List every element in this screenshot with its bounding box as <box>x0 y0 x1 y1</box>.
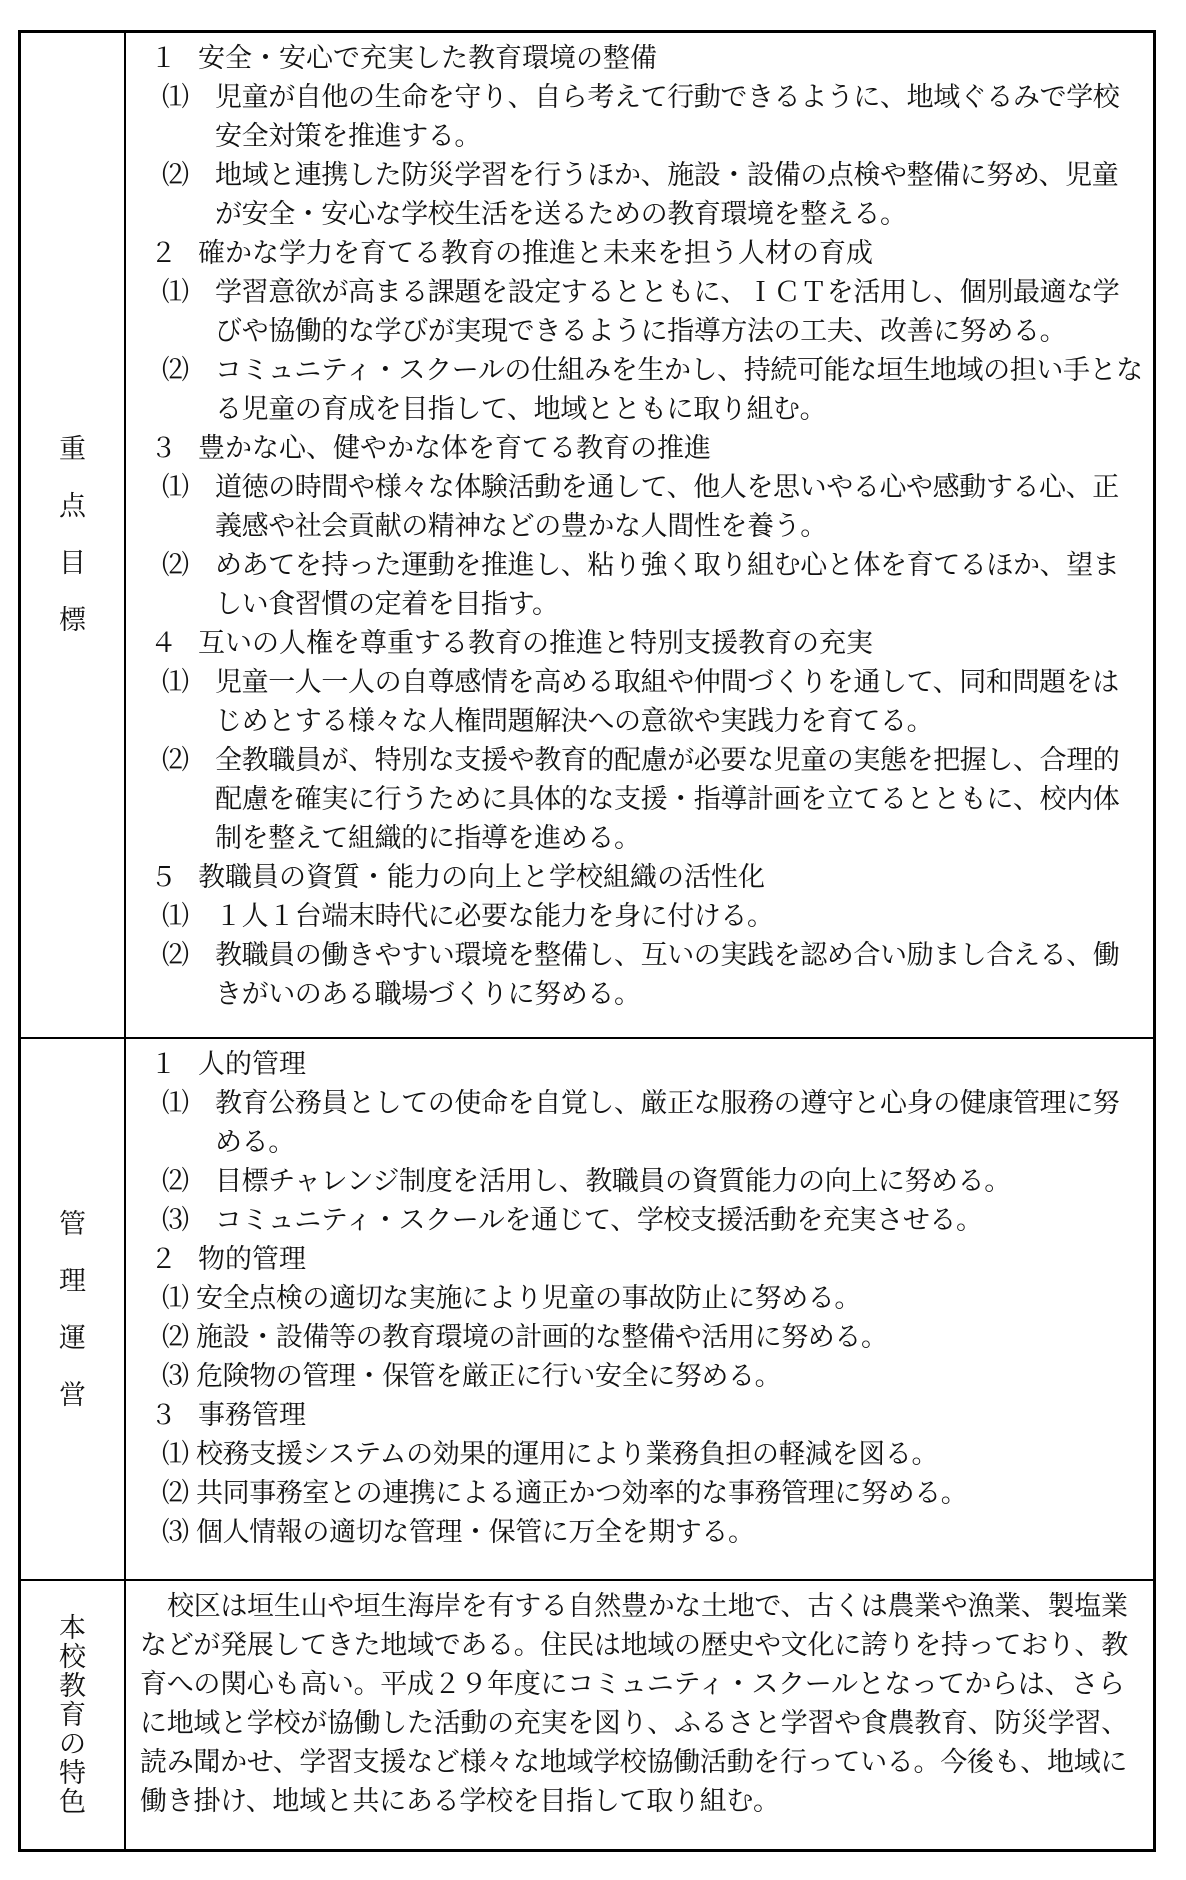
label-char: 特 <box>59 1757 86 1789</box>
group-heading: ５ 教職員の資質・能力の向上と学校組織の活性化 <box>150 862 765 893</box>
group-heading: ２ 確かな学力を育てる教育の推進と未来を担う人材の育成 <box>150 238 873 269</box>
label-char: 運 <box>59 1323 86 1354</box>
list-item: ⑵ めあてを持った運動を推進し、粘り強く取り組む心と体を育てるほか、望ましい食習慣の定着を目指す。 <box>162 550 1120 620</box>
label-char: 標 <box>59 605 86 636</box>
list-item: ⑵ 施設・設備等の教育環境の計画的な整備や活用に努める。 <box>162 1322 888 1353</box>
label-char: 重 <box>59 434 86 465</box>
list-item: ⑶ コミュニティ・スクールを通じて、学校支援活動を充実させる。 <box>162 1205 983 1236</box>
list-item: ⑶ 危険物の管理・保管を厳正に行い安全に努める。 <box>162 1361 782 1392</box>
label-char: 校 <box>59 1641 86 1673</box>
section-school-features <box>21 1579 1153 1849</box>
list-item: ⑵ 教職員の働きやすい環境を整備し、互いの実践を認め合い励まし合える、働きがいのある職場づくりに努める。 <box>162 940 1120 1010</box>
features-paragraph: 校区は垣生山や垣生海岸を有する自然豊かな土地で、古くは農業や漁業、製塩業などが発展してきた地域である。住民は地域の歴史や文化に誇りを持っており、教育への関心も高い。平成２９年度にコミュニティ・スクールとなってからは、さらに地域と学校が協働した活動の充実を図り、ふるさと学習や食農教育、防災学習、読み聞かせ、学習支援など様々な地域学校協働活動を行っている。今後も、地域に働き掛け、地域と共にある学校を目指して取り組む。 <box>140 1591 1128 1817</box>
list-item: ⑴ 学習意欲が高まる課題を設定するとともに、ＩＣＴを活用し、個別最適な学びや協働的な学びが実現できるように指導方法の工夫、改善に努める。 <box>162 277 1120 347</box>
label-char: 育 <box>59 1699 86 1731</box>
label-char: 点 <box>59 491 86 522</box>
list-item: ⑴ 道徳の時間や様々な体験活動を通して、他人を思いやる心や感動する心、正義感や社会貢献の精神などの豊かな人間性を養う。 <box>162 472 1119 542</box>
section-label <box>21 1581 126 1849</box>
section-label <box>21 33 126 1037</box>
group-heading: ３ 事務管理 <box>150 1400 306 1431</box>
group-heading: ４ 互いの人権を尊重する教育の推進と特別支援教育の充実 <box>150 628 873 659</box>
section-content <box>126 1039 1153 1581</box>
section-content <box>126 33 1153 1037</box>
list-item: ⑴ 児童一人一人の自尊感情を高める取組や仲間づくりを通して、同和問題をはじめとする様々な人権問題解決への意欲や実践力を育てる。 <box>162 667 1119 737</box>
list-item: ⑵ コミュニティ・スクールの仕組みを生かし、持続可能な垣生地域の担い手となる児童の育成を目指して、地域とともに取り組む。 <box>162 355 1143 425</box>
section-content <box>126 1581 1153 1849</box>
label-char: 営 <box>59 1380 86 1411</box>
list-item: ⑶ 個人情報の適切な管理・保管に万全を期する。 <box>162 1517 755 1548</box>
list-item: ⑵ 全教職員が、特別な支援や教育的配慮が必要な児童の実態を把握し、合理的配慮を確実に行うために具体的な支援・指導計画を立てるとともに、校内体制を整えて組織的に指導を進める。 <box>162 745 1120 854</box>
list-item: ⑴ １人１台端末時代に必要な能力を身に付ける。 <box>162 901 774 932</box>
section-priority-goals <box>21 33 1153 1037</box>
label-char: 本 <box>59 1612 86 1644</box>
list-item: ⑴ 校務支援システムの効果的運用により業務負担の軽減を図る。 <box>162 1439 939 1470</box>
section-label <box>21 1039 126 1581</box>
label-char: 目 <box>59 548 86 579</box>
label-char: 管 <box>59 1209 86 1240</box>
label-char: 理 <box>59 1266 86 1297</box>
school-plan-table <box>18 30 1156 1852</box>
label-char: 教 <box>59 1670 86 1702</box>
group-heading: ２ 物的管理 <box>150 1244 306 1275</box>
section-management <box>21 1037 1153 1581</box>
list-item: ⑵ 目標チャレンジ制度を活用し、教職員の資質能力の向上に努める。 <box>162 1166 1011 1197</box>
list-item: ⑴ 安全点検の適切な実施により児童の事故防止に努める。 <box>162 1283 861 1314</box>
group-heading: １ 人的管理 <box>150 1049 306 1080</box>
label-char: の <box>59 1728 86 1760</box>
list-item: ⑵ 共同事務室との連携による適正かつ効率的な事務管理に努める。 <box>162 1478 968 1509</box>
list-item: ⑴ 教育公務員としての使命を自覚し、厳正な服務の遵守と心身の健康管理に努める。 <box>162 1088 1120 1158</box>
group-heading: ３ 豊かな心、健やかな体を育てる教育の推進 <box>150 433 711 464</box>
list-item: ⑴ 児童が自他の生命を守り、自ら考えて行動できるように、地域ぐるみで学校安全対策を推進する。 <box>162 82 1120 152</box>
label-char: 色 <box>59 1786 86 1818</box>
list-item: ⑵ 地域と連携した防災学習を行うほか、施設・設備の点検や整備に努め、児童が安全・安心な学校生活を送るための教育環境を整える。 <box>162 160 1119 230</box>
group-heading: １ 安全・安心で充実した教育環境の整備 <box>150 43 657 74</box>
